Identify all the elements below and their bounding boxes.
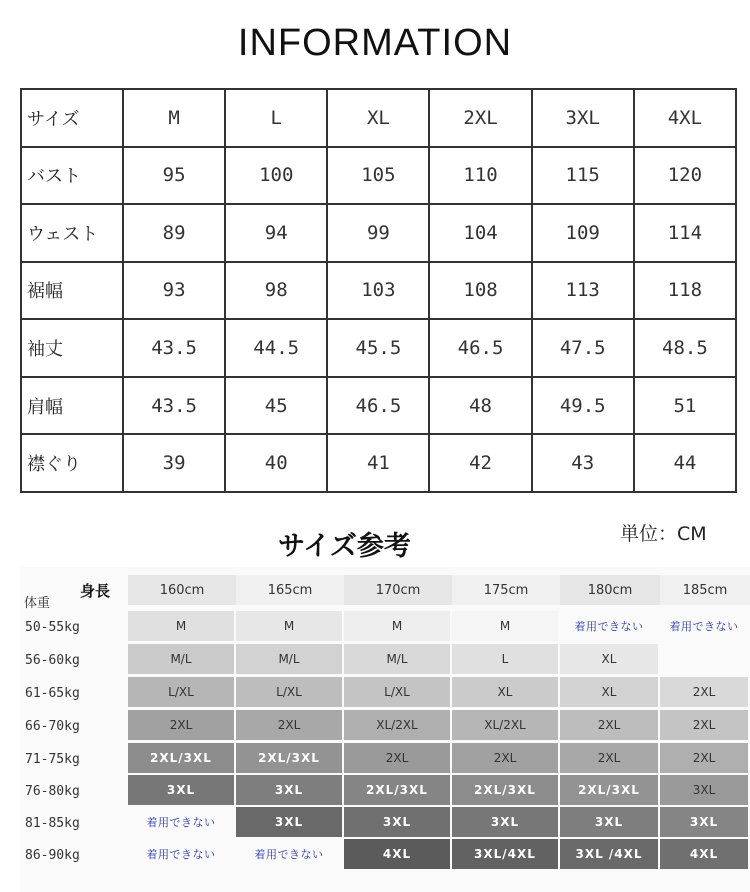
measurement-cell: 43: [532, 434, 634, 492]
measurement-cell: 47.5: [532, 319, 634, 377]
size-reference-grid: [20, 567, 750, 892]
weight-row-label: 81-85kg: [25, 816, 80, 831]
size-table-row: [21, 147, 736, 205]
size-reference-cell: 2XL/3XL: [560, 775, 658, 805]
size-reference-cell: XL: [560, 677, 658, 707]
size-reference-cell: 2XL: [660, 710, 748, 740]
size-reference-cell: 3XL/4XL: [452, 839, 558, 869]
measurement-cell: 48: [429, 377, 531, 435]
size-reference-cell: 2XL: [128, 710, 234, 740]
measurement-cell: 105: [327, 147, 429, 205]
measurement-cell: 94: [225, 204, 327, 262]
page-title: INFORMATION: [237, 22, 513, 64]
measurement-cell: 45.5: [327, 319, 429, 377]
size-reference-cell: 2XL/3XL: [128, 743, 234, 773]
measurement-cell: 109: [532, 204, 634, 262]
height-header-cell: 185cm: [660, 575, 750, 605]
size-table-row: [21, 204, 736, 262]
weight-row-label: 66-70kg: [25, 719, 80, 734]
size-reference-cell: M: [344, 611, 450, 641]
measurement-cell: 48.5: [634, 319, 736, 377]
measurement-cell: 49.5: [532, 377, 634, 435]
height-header-cell: 175cm: [452, 575, 560, 605]
size-reference-cell: 2XL: [452, 743, 558, 773]
size-reference-cell: L/XL: [344, 677, 450, 707]
measurement-cell: 93: [123, 262, 225, 320]
size-header-cell: XL: [327, 89, 429, 147]
size-reference-cell: XL: [560, 644, 658, 674]
measurement-cell: 103: [327, 262, 429, 320]
measurement-cell: 114: [634, 204, 736, 262]
weight-row-label: 50-55kg: [25, 620, 80, 635]
size-header-cell: L: [225, 89, 327, 147]
height-header-cell: 180cm: [560, 575, 660, 605]
size-table-row: [21, 89, 736, 147]
size-reference-cell: 3XL: [660, 807, 748, 837]
size-reference-cell: M/L: [128, 644, 234, 674]
height-axis-label: 身長: [79, 581, 110, 600]
size-header-cell: 4XL: [634, 89, 736, 147]
weight-row-label: 61-65kg: [25, 686, 80, 701]
measurement-cell: 45: [225, 377, 327, 435]
measurement-cell: 43.5: [123, 377, 225, 435]
not-wearable-cell: 着用できない: [574, 620, 644, 633]
measurement-cell: 51: [634, 377, 736, 435]
row-label: 肩幅: [21, 377, 123, 435]
measurement-cell: 89: [123, 204, 225, 262]
size-reference-cell: 3XL: [236, 807, 342, 837]
row-label: ウェスト: [21, 204, 123, 262]
size-reference-cell: M/L: [344, 644, 450, 674]
size-reference-cell: 2XL: [660, 677, 748, 707]
measurement-cell: 118: [634, 262, 736, 320]
measurement-cell: 39: [123, 434, 225, 492]
measurement-cell: 120: [634, 147, 736, 205]
measurement-cell: 46.5: [327, 377, 429, 435]
measurement-cell: 110: [429, 147, 531, 205]
size-reference-cell: 2XL: [344, 743, 450, 773]
measurement-cell: 108: [429, 262, 531, 320]
size-reference-cell: 2XL: [560, 710, 658, 740]
size-reference-title: サイズ参考: [278, 531, 411, 562]
size-reference-cell: 3XL: [344, 807, 450, 837]
size-table: [20, 88, 737, 493]
row-label: 襟ぐり: [21, 434, 123, 492]
weight-row-label: 71-75kg: [25, 752, 80, 767]
measurement-cell: 98: [225, 262, 327, 320]
not-wearable-cell: 着用できない: [146, 816, 216, 829]
size-header-cell: M: [123, 89, 225, 147]
weight-axis-label: 体重: [24, 595, 51, 611]
weight-row-label: 76-80kg: [25, 784, 80, 799]
measurement-cell: 95: [123, 147, 225, 205]
measurement-cell: 104: [429, 204, 531, 262]
measurement-cell: 43.5: [123, 319, 225, 377]
measurement-cell: 42: [429, 434, 531, 492]
size-reference-cell: 3XL /4XL: [560, 839, 658, 869]
measurement-cell: 115: [532, 147, 634, 205]
row-label: サイズ: [21, 89, 123, 147]
size-reference-cell: 3XL: [660, 775, 748, 805]
not-wearable-cell: 着用できない: [669, 620, 739, 633]
size-reference-cell: XL/2XL: [452, 710, 558, 740]
row-label: バスト: [21, 147, 123, 205]
weight-row-label: 56-60kg: [25, 653, 80, 668]
size-reference-cell: L/XL: [236, 677, 342, 707]
height-header-cell: 170cm: [344, 575, 452, 605]
measurement-cell: 99: [327, 204, 429, 262]
size-reference-cell: L: [452, 644, 558, 674]
size-reference-cell: XL/2XL: [344, 710, 450, 740]
measurement-cell: 44: [634, 434, 736, 492]
size-reference-cell: [660, 644, 748, 674]
size-reference-cell: 3XL: [128, 775, 234, 805]
size-reference-cell: 2XL: [660, 743, 748, 773]
not-wearable-cell: 着用できない: [254, 848, 324, 861]
height-header-cell: 160cm: [128, 575, 236, 605]
size-reference-cell: 3XL: [236, 775, 342, 805]
size-table-row: [21, 377, 736, 435]
size-reference-cell: M: [236, 611, 342, 641]
size-reference-cell: M: [452, 611, 558, 641]
row-label: 袖丈: [21, 319, 123, 377]
measurement-cell: 44.5: [225, 319, 327, 377]
size-reference-cell: M/L: [236, 644, 342, 674]
weight-row-label: 86-90kg: [25, 848, 80, 863]
size-reference-cell: 3XL: [452, 807, 558, 837]
measurement-cell: 40: [225, 434, 327, 492]
measurement-cell: 100: [225, 147, 327, 205]
size-reference-cell: XL: [452, 677, 558, 707]
size-reference-cell: 3XL: [560, 807, 658, 837]
size-reference-cell: 2XL/3XL: [236, 743, 342, 773]
measurement-cell: 113: [532, 262, 634, 320]
size-reference-cell: 2XL: [560, 743, 658, 773]
size-reference-cell: 4XL: [660, 839, 748, 869]
size-table-row: [21, 262, 736, 320]
measurement-cell: 46.5: [429, 319, 531, 377]
measurement-cell: 41: [327, 434, 429, 492]
not-wearable-cell: 着用できない: [146, 848, 216, 861]
size-reference-cell: 2XL: [236, 710, 342, 740]
size-reference-cell: 2XL/3XL: [452, 775, 558, 805]
size-header-cell: 3XL: [532, 89, 634, 147]
row-label: 裾幅: [21, 262, 123, 320]
unit-label: 単位：CM: [620, 523, 707, 545]
size-reference-cell: L/XL: [128, 677, 234, 707]
size-reference-cell: M: [128, 611, 234, 641]
size-table-row: [21, 319, 736, 377]
size-reference-cell: 4XL: [344, 839, 450, 869]
size-header-cell: 2XL: [429, 89, 531, 147]
size-reference-cell: 2XL/3XL: [344, 775, 450, 805]
size-table-row: [21, 434, 736, 492]
height-header-cell: 165cm: [236, 575, 344, 605]
